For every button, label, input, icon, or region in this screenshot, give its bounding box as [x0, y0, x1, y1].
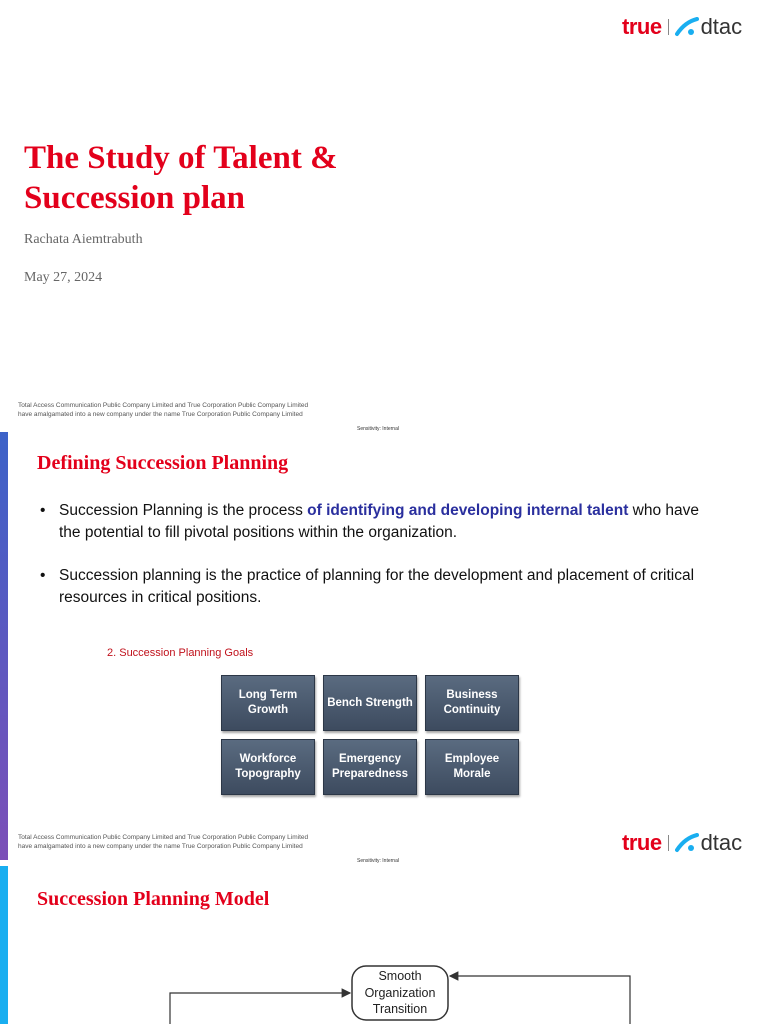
- title-slide: [0, 0, 768, 432]
- slide-title: Succession Planning Model: [37, 888, 270, 910]
- definition-slide: [0, 432, 768, 866]
- title-line-1: The Study of Talent &: [24, 140, 338, 176]
- input-arrow: [170, 993, 350, 1024]
- accent-bar: [0, 432, 8, 860]
- node-label: [352, 968, 448, 1018]
- goal-box: Business Continuity: [425, 675, 519, 731]
- accent-bar: [0, 866, 8, 1024]
- note-line-1: Total Access Communication Public Company Limited and True Corporation Public Company Limited: [18, 402, 309, 409]
- highlighted-phrase: of identifying and developing internal talent: [307, 502, 629, 519]
- bullet-item: • Succession planning is the practice of planning for the development and placement of critical resources in critical positions.: [40, 565, 700, 609]
- title-line-2: Succession plan: [24, 180, 245, 216]
- slide-title: Defining Succession Planning: [37, 452, 289, 474]
- return-arrow: [450, 976, 630, 1024]
- true-dtac-logo: [622, 830, 742, 856]
- goal-box: Bench Strength: [323, 675, 417, 731]
- note-line-1: Total Access Communication Public Company Limited and True Corporation Public Company Limited: [18, 834, 309, 841]
- goal-box: Long Term Growth: [221, 675, 315, 731]
- logo-true-text: true: [622, 830, 662, 855]
- presentation-date: May 27, 2024: [24, 270, 103, 285]
- goals-grid: [221, 675, 519, 795]
- logo-divider: [668, 19, 669, 35]
- logo-dtac-text: dtac: [700, 14, 743, 39]
- true-dtac-logo: [622, 14, 742, 40]
- amalgamation-note: [18, 402, 358, 419]
- presentation-title: [24, 138, 484, 218]
- dtac-swoosh-icon: [675, 832, 699, 854]
- sensitivity-label: Sensitivity: Internal: [357, 426, 399, 432]
- logo-dtac-text: dtac: [700, 830, 743, 855]
- author-name: Rachata Aiemtrabuth: [24, 232, 143, 247]
- node-line-3: Transition: [372, 1002, 428, 1016]
- dtac-swoosh-icon: [675, 16, 699, 38]
- node-line-1: Smooth: [378, 969, 422, 983]
- goal-box: Workforce Topography: [221, 739, 315, 795]
- note-line-2: have amalgamated into a new company under the name True Corporation Public Company Limited: [18, 410, 303, 418]
- goals-heading: 2. Succession Planning Goals: [107, 647, 254, 659]
- sensitivity-label: Sensitivity: Internal: [357, 858, 399, 864]
- goal-box: Emergency Preparedness: [323, 739, 417, 795]
- definition-bullets: [40, 500, 700, 630]
- node-line-2: Organization: [364, 985, 436, 1000]
- model-slide: [0, 866, 768, 1024]
- amalgamation-note: [18, 834, 358, 851]
- bullet-text: Succession Planning is the process: [59, 502, 308, 519]
- note-line-2: have amalgamated into a new company under the name True Corporation Public Company Limited: [18, 842, 303, 850]
- bullet-text-cont: who have the potential to fill pivotal positions within the organization.: [59, 502, 700, 541]
- goal-box: Employee Morale: [425, 739, 519, 795]
- bullet-item: [40, 500, 700, 544]
- logo-divider: [668, 835, 669, 851]
- logo-true-text: true: [622, 14, 662, 39]
